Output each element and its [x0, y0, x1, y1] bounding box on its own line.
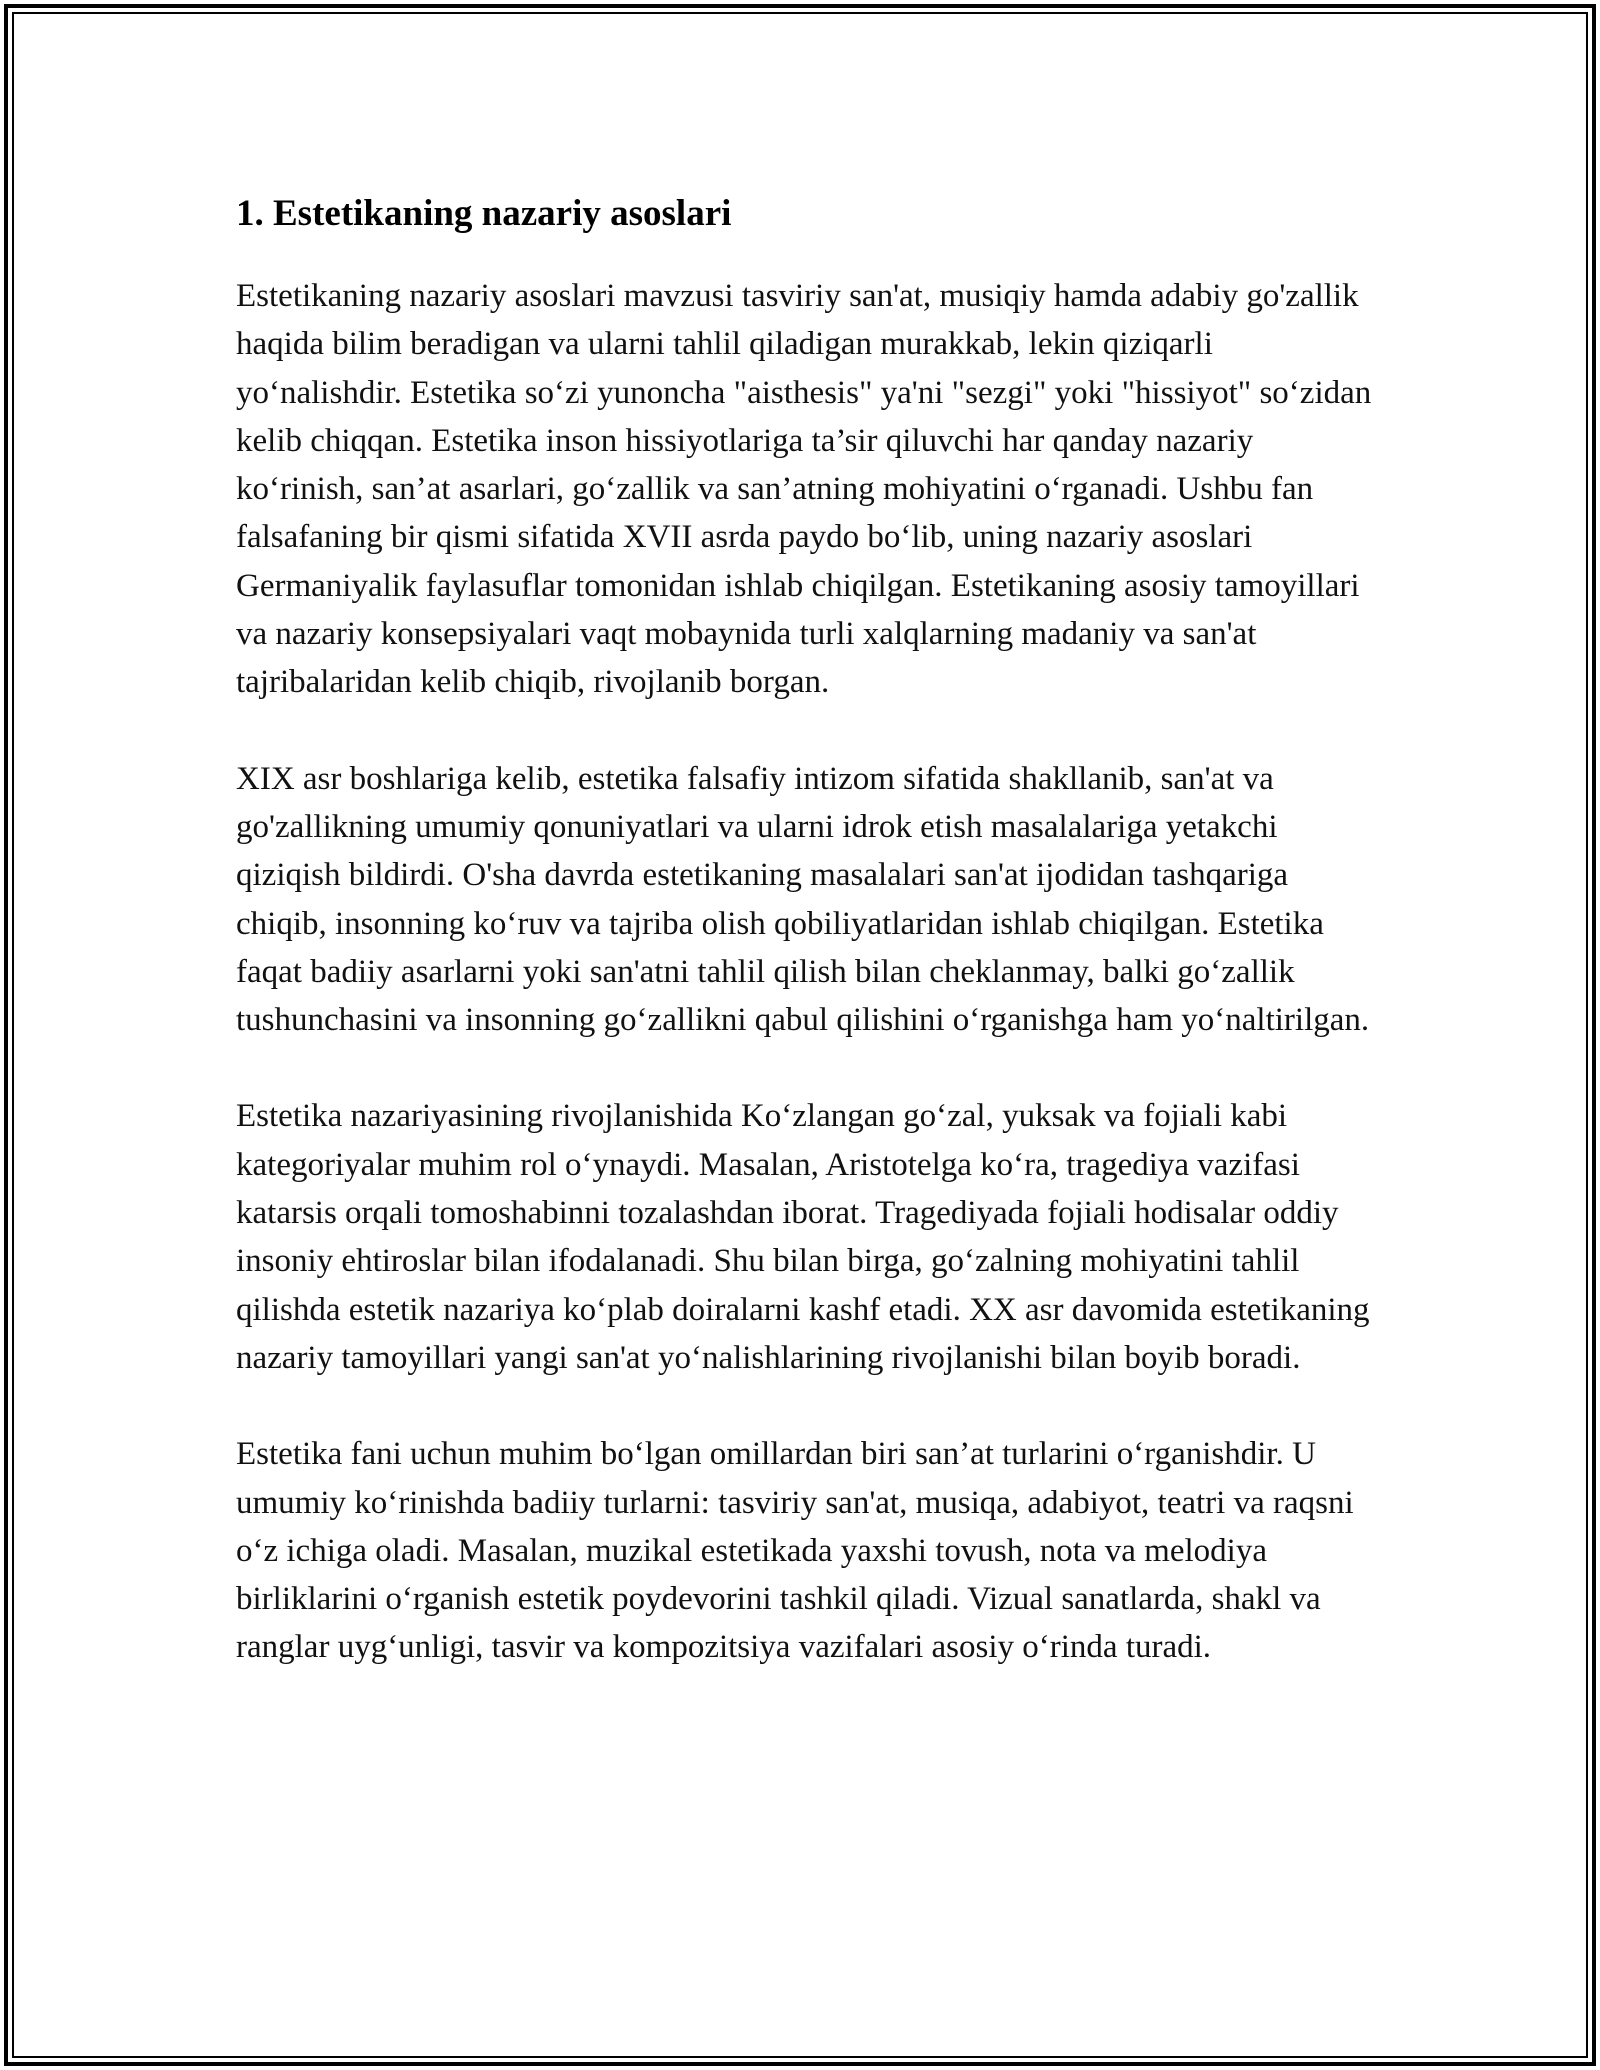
section-heading: 1. Estetikaning nazariy asoslari	[236, 193, 732, 234]
paragraph-4: Estetika fani uchun muhim bo‘lgan omillardan biri san’at turlarini o‘rganishdir. U umumiy ko‘rinishda badiiy turlarni: tasviriy san'at, musiqa, adabiyot, teatri va raqsni o‘z ichiga oladi. Masalan, muzikal estetikada yaxshi tovush, nota va melodiya birliklarini o‘rganish estetik poydevorini tashkil qiladi. Vizual sanatlarda, shakl va ranglar uyg‘unligi, tasvir va kompozitsiya vazifalari asosiy o‘rinda turadi.	[236, 1436, 1354, 1666]
paragraph-1: Estetikaning nazariy asoslari mavzusi tasviriy san'at, musiqiy hamda adabiy go'zallik haqida bilim beradigan va ularni tahlil qiladigan murakkab, lekin qiziqarli yo‘nalishdir. Estetika so‘zi yunoncha "aisthesis" ya'ni "sezgi" yoki "hissiyot" so‘zidan kelib chiqqan. Estetika inson hissiyotlariga ta’sir qiluvchi har qanday nazariy ko‘rinish, san’at asarlari, go‘zallik va san’atning mohiyatini o‘rganadi. Ushbu fan falsafaning bir qismi sifatida XVII asrda paydo bo‘lib, uning nazariy asoslari Germaniyalik faylasuflar tomonidan ishlab chiqilgan. Estetikaning asosiy tamoyillari va nazariy konsepsiyalari vaqt mobaynida turli xalqlarning madaniy va san'at tajribalaridan kelib chiqib, rivojlanib borgan.	[236, 278, 1372, 701]
paragraph-2: XIX asr boshlariga kelib, estetika falsafiy intizom sifatida shakllanib, san'at va go'zallikning umumiy qonuniyatlari va ularni idrok etish masalalariga yetakchi qiziqish bildirdi. O'sha davrda estetikaning masalalari san'at ijodidan tashqariga chiqib, insonning ko‘ruv va tajriba olish qobiliyatlaridan ishlab chiqilgan. Estetika faqat badiiy asarlarni yoki san'atni tahlil qilish bilan cheklanmay, balki go‘zallik tushunchasini va insonning go‘zallikni qabul qilishini o‘rganishga ham yo‘naltirilgan.	[236, 760, 1370, 1039]
paragraph-3: Estetika nazariyasining rivojlanishida Ko‘zlangan go‘zal, yuksak va fojiali kabi kategoriyalar muhim rol o‘ynaydi. Masalan, Aristotelga ko‘ra, tragediya vazifasi katarsis orqali tomoshabinni tozalashdan iborat. Tragediyada fojiali hodisalar oddiy insoniy ehtiroslar bilan ifodalanadi. Shu bilan birga, go‘zalning mohiyatini tahlil qilishda estetik nazariya ko‘plab doiralarni kashf etadi. XX asr davomida estetikaning nazariy tamoyillari yangi san'at yo‘nalishlarining rivojlanishi bilan boyib boradi.	[236, 1098, 1370, 1376]
document-body	[236, 186, 1376, 1720]
